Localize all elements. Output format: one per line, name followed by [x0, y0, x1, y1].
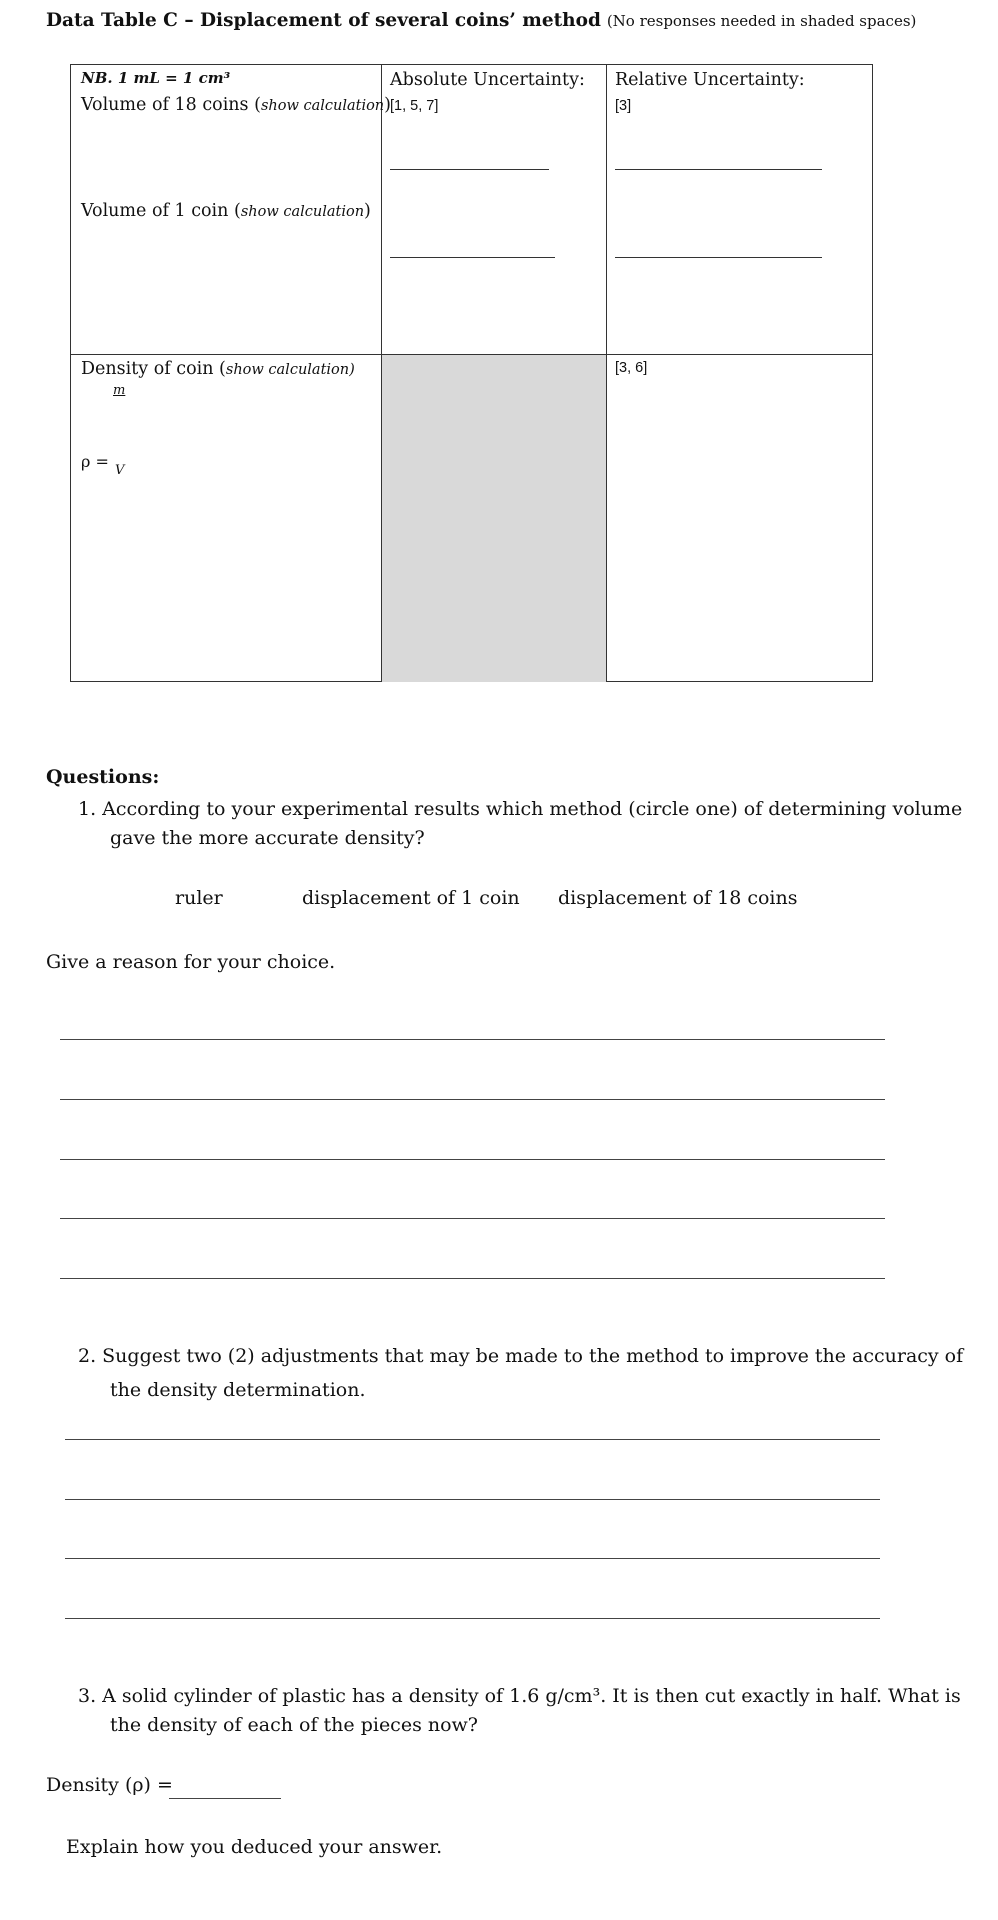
- reason-answer-line[interactable]: [60, 1159, 885, 1160]
- adjustment-answer-line[interactable]: [65, 1499, 880, 1500]
- relative-uncertainty-1-blank[interactable]: [615, 257, 822, 258]
- reason-answer-line[interactable]: [60, 1099, 885, 1100]
- absolute-uncertainty-header: Absolute Uncertainty:: [390, 70, 585, 90]
- density-hint: show calculation): [225, 362, 355, 378]
- volume-18-coins-label: [81, 95, 391, 115]
- absolute-uncertainty-18-blank[interactable]: [390, 169, 549, 170]
- reason-answer-line[interactable]: [60, 1218, 885, 1219]
- density-uncertainty-marks: [3, 6]: [615, 360, 648, 376]
- volume-18-label-text: Volume of 18 coins (: [81, 95, 261, 115]
- table-title-text: Data Table C – Displacement of several coins’ method: [46, 10, 601, 31]
- volume-1-close: ): [364, 201, 371, 221]
- absolute-uncertainty-marks: [1, 5, 7]: [390, 98, 439, 114]
- question-3-line-1: 3. A solid cylinder of plastic has a density of 1.6 g/cm³. It is then cut exactly in half. What is: [78, 1685, 961, 1707]
- reason-answer-line[interactable]: [60, 1278, 885, 1279]
- question-3-line-2: the density of each of the pieces now?: [110, 1714, 478, 1736]
- volume-18-close: ): [384, 95, 391, 115]
- table-title: [46, 10, 916, 31]
- adjustment-answer-line[interactable]: [65, 1618, 880, 1619]
- adjustment-answer-line[interactable]: [65, 1558, 880, 1559]
- column-divider-1: [381, 65, 382, 682]
- density-of-coin-label: [81, 359, 355, 379]
- formula-rho: ρ =: [81, 452, 109, 471]
- question-1-line-1: 1. According to your experimental results which method (circle one) of determining volume: [78, 798, 963, 820]
- volume-1-hint: show calculation: [240, 204, 365, 220]
- density-label-text: Density of coin (: [81, 359, 226, 379]
- relative-uncertainty-18-blank[interactable]: [615, 169, 822, 170]
- option-displacement-1-coin[interactable]: displacement of 1 coin: [302, 887, 520, 909]
- questions-heading: Questions:: [46, 766, 160, 788]
- question-2-line-2: the density determination.: [110, 1379, 366, 1401]
- density-answer-prompt: Density (ρ) =: [46, 1774, 173, 1796]
- absolute-uncertainty-1-blank[interactable]: [390, 257, 555, 258]
- formula-numerator-m: m: [113, 383, 126, 398]
- explain-prompt: Explain how you deduced your answer.: [66, 1836, 443, 1858]
- row-divider: [71, 354, 872, 355]
- formula-denominator-v: V: [115, 463, 125, 478]
- data-table-c: [70, 64, 873, 682]
- shaded-no-response-cell: [381, 354, 606, 682]
- unit-note: NB. 1 mL = 1 cm³: [81, 69, 231, 87]
- relative-uncertainty-header: Relative Uncertainty:: [615, 70, 805, 90]
- option-displacement-18-coins[interactable]: displacement of 18 coins: [558, 887, 798, 909]
- table-title-note: (No responses needed in shaded spaces): [606, 12, 917, 30]
- adjustment-answer-line[interactable]: [65, 1439, 880, 1440]
- volume-18-hint: show calculation: [260, 98, 385, 114]
- reason-prompt: Give a reason for your choice.: [46, 951, 336, 973]
- option-ruler[interactable]: ruler: [175, 887, 223, 909]
- density-answer-blank[interactable]: [169, 1798, 281, 1799]
- column-divider-2: [606, 65, 607, 682]
- volume-1-coin-label: [81, 201, 371, 221]
- question-1-line-2: gave the more accurate density?: [110, 827, 425, 849]
- question-2-line-1: 2. Suggest two (2) adjustments that may be made to the method to improve the accuracy of: [78, 1345, 964, 1367]
- relative-uncertainty-marks: [3]: [615, 98, 632, 114]
- volume-1-label-text: Volume of 1 coin (: [81, 201, 241, 221]
- reason-answer-line[interactable]: [60, 1039, 885, 1040]
